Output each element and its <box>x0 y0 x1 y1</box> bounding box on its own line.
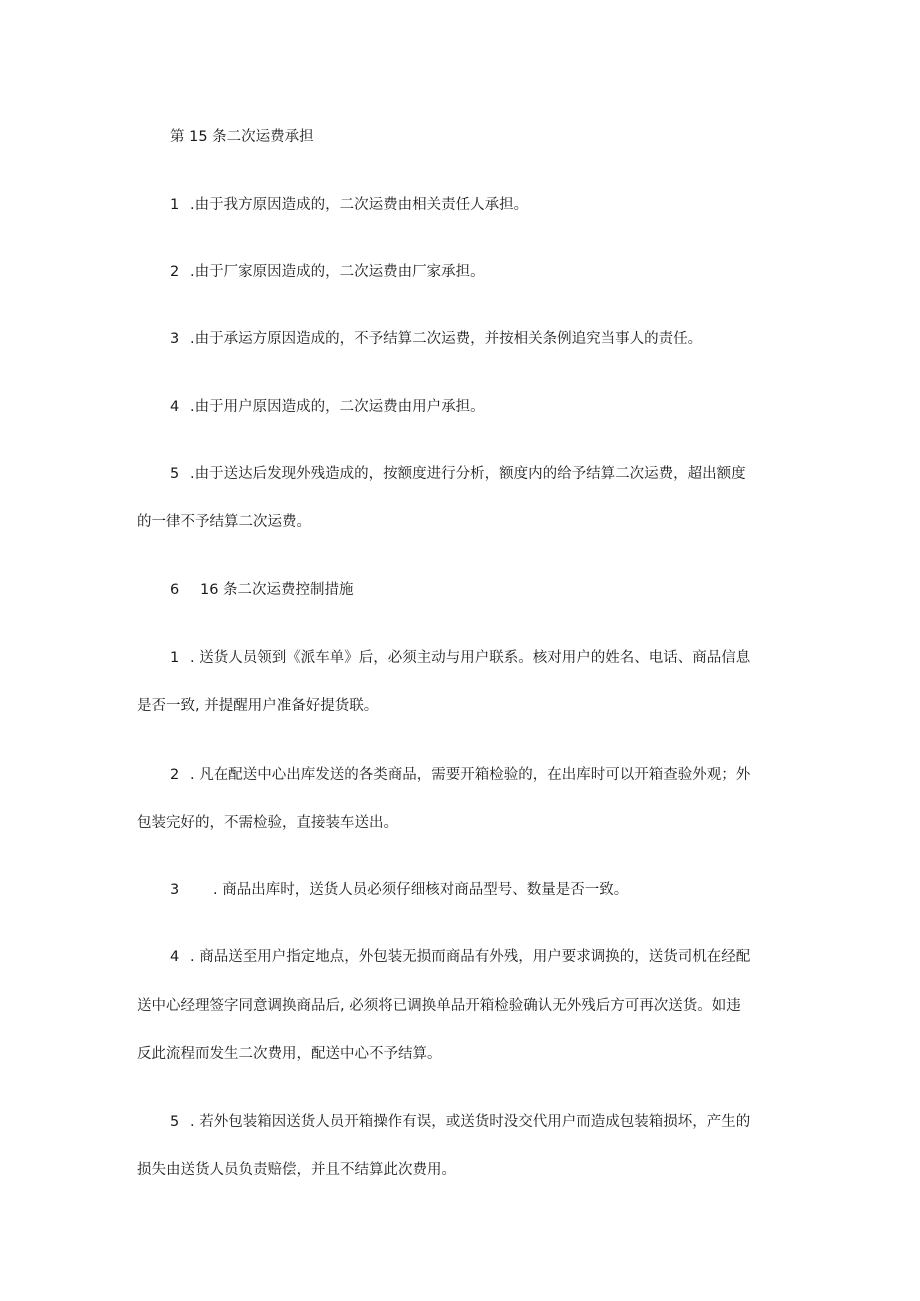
item-text: . 商品出库时，送货人员必须仔细核对商品型号、数量是否一致。 <box>213 882 629 898</box>
item-text: . 商品送至用户指定地点，外包装无损而商品有外残，用户要求调换的，送货司机在经配 <box>190 949 751 965</box>
section-15-title: 第 15 条二次运费承担 <box>170 129 314 145</box>
item-text-continued: 损失由送货人员负责赔偿，并且不结算此次费用。 <box>137 1162 456 1178</box>
item-number: 2 <box>170 767 180 783</box>
item-text: .由于我方原因造成的，二次运费由相关责任人承担。 <box>190 197 529 213</box>
item-text: .由于承运方原因造成的，不予结算二次运费，并按相关条例追究当事人的责任。 <box>190 331 703 347</box>
item-number: 3 <box>170 882 180 898</box>
section-16-title: 16 条二次运费控制措施 <box>200 582 354 598</box>
item-number: 5 <box>170 466 180 482</box>
item-text-continued: 是否一致, 并提醒用户准备好提货联。 <box>137 698 379 714</box>
item-text: . 若外包装箱因送货人员开箱操作有误，或送货时没交代用户而造成包装箱损坏，产生的 <box>190 1114 751 1130</box>
item-text-continued: 包装完好的，不需检验，直接装车送出。 <box>137 815 398 831</box>
item-text: .由于用户原因造成的，二次运费由用户承担。 <box>190 399 485 415</box>
item-text: . 凡在配送中心出库发送的各类商品，需要开箱检验的，在出库时可以开箱查验外观；外 <box>190 767 751 783</box>
section-16-number: 6 <box>170 582 180 598</box>
item-text-continued: 的一律不予结算二次运费。 <box>137 514 311 530</box>
item-text-continued: 反此流程而发生二次费用，配送中心不予结算。 <box>137 1046 442 1062</box>
item-number: 5 <box>170 1114 180 1130</box>
item-number: 1 <box>170 197 180 213</box>
item-text: . 送货人员领到《派车单》后，必须主动与用户联系。核对用户的姓名、电话、商品信息 <box>190 650 751 666</box>
item-text: .由于送达后发现外残造成的，按额度进行分析，额度内的给予结算二次运费，超出额度 <box>190 466 746 482</box>
item-number: 4 <box>170 949 180 965</box>
item-text: .由于厂家原因造成的，二次运费由厂家承担。 <box>190 264 485 280</box>
item-number: 2 <box>170 264 180 280</box>
item-text-continued: 送中心经理签字同意调换商品后, 必须将已调换单品开箱检验确认无外残后方可再次送货。如违 <box>137 998 741 1014</box>
item-number: 4 <box>170 399 180 415</box>
item-number: 3 <box>170 331 180 347</box>
item-number: 1 <box>170 650 180 666</box>
